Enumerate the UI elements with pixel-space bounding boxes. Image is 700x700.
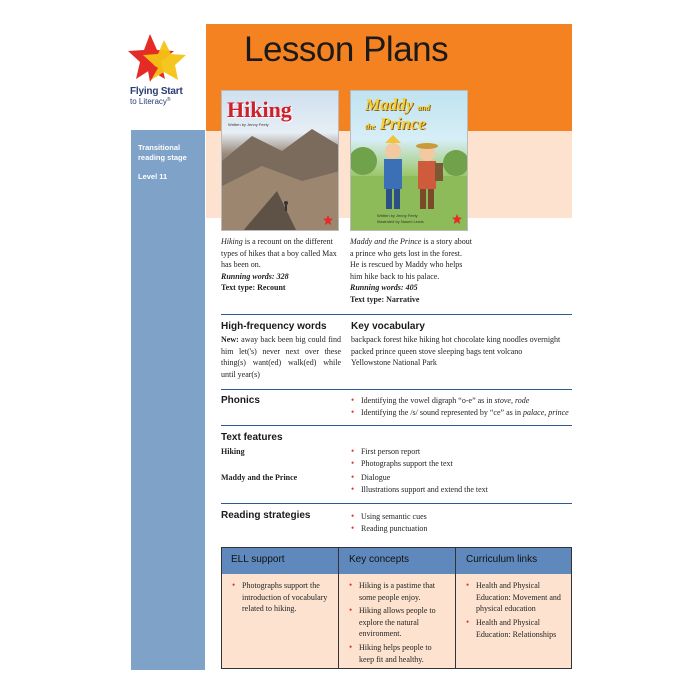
reading-strategy-item: • Using semantic cues bbox=[351, 511, 427, 523]
support-table bbox=[221, 547, 572, 669]
reading-strategy-item: • Reading punctuation bbox=[351, 523, 427, 535]
section-divider bbox=[221, 389, 572, 390]
blurb-maddy: Maddy and the Prince is a story about a prince who gets lost in the forest. He is rescued by Maddy who helps him hike back to his palace. Running words: 405 Text type: Narrative bbox=[350, 237, 472, 304]
text-feature-item: • Dialogue bbox=[351, 472, 390, 484]
table-header-curriculum: Curriculum links bbox=[456, 547, 572, 574]
book-cover-maddy-and-the-prince bbox=[350, 90, 468, 231]
logo-line1: Flying Start bbox=[130, 86, 183, 97]
table-cell-curriculum bbox=[456, 574, 572, 669]
cover-title-maddy: Maddy and the Prince bbox=[365, 95, 430, 133]
table-header-concepts: Key concepts bbox=[339, 547, 456, 574]
table-cell-ell bbox=[221, 574, 339, 669]
cover-title-hiking: Hiking bbox=[227, 97, 292, 122]
reading-strategies-heading: Reading strategies bbox=[221, 510, 311, 521]
table-cell-concepts bbox=[339, 574, 456, 669]
phonics-item: • Identifying the /s/ sound represented by “ce” as in palace, prince bbox=[351, 407, 586, 419]
sidebar bbox=[131, 130, 205, 670]
publisher-star-icon bbox=[323, 215, 333, 225]
section-divider bbox=[221, 503, 572, 504]
concept-item: • Hiking helps people to keep fit and healthy. bbox=[349, 642, 447, 665]
level-label: Level 11 bbox=[138, 172, 168, 181]
cover-byline-author: Written by Jenny Feely bbox=[377, 213, 418, 218]
cover-byline-illustrator: Illustrated by Naomi Lewis bbox=[377, 219, 424, 224]
concept-item: • Hiking is a pastime that some people enjoy. bbox=[349, 580, 447, 603]
text-feature-item: • Photographs support the text bbox=[351, 458, 453, 470]
text-features-book1: Hiking bbox=[221, 447, 245, 456]
logo-line2: to Literacy® bbox=[130, 97, 171, 106]
key-vocab-heading: Key vocabulary bbox=[351, 321, 425, 332]
curriculum-item: • Health and Physical Education: Movement and physical education bbox=[466, 580, 572, 615]
text-feature-item: • Illustrations support and extend the text bbox=[351, 484, 488, 496]
hf-words-list: New: away back been big could find him let('s) never next over these thing(s) want(ed) walk(ed) while until year(s) bbox=[221, 335, 341, 379]
phonics-item: • Identifying the vowel digraph “o-e” as in stove, rode bbox=[351, 395, 581, 407]
key-vocab-list: backpack forest hike hiking hot chocolate king noodles overnight packed prince queen stove sleeping bags tent volcano Yellowstone National Park bbox=[351, 335, 561, 367]
phonics-heading: Phonics bbox=[221, 395, 260, 406]
table-header-ell: ELL support bbox=[221, 547, 339, 574]
blurb-hiking: Hiking is a recount on the different types of hikes that a boy called Max has been on. Running words: 328 Text type: Recount bbox=[221, 237, 337, 292]
book-cover-hiking bbox=[221, 90, 339, 231]
text-features-book2: Maddy and the Prince bbox=[221, 473, 298, 482]
text-feature-item: • First person report bbox=[351, 446, 420, 458]
reading-stage-label: Transitional reading stage bbox=[138, 143, 187, 162]
section-divider bbox=[221, 425, 572, 426]
curriculum-item: • Health and Physical Education: Relationships bbox=[466, 617, 572, 640]
ell-item: • Photographs support the introduction of vocabulary related to hiking. bbox=[232, 580, 332, 615]
text-features-heading: Text features bbox=[221, 432, 283, 443]
cover-byline: Written by Jenny Feely bbox=[228, 122, 269, 127]
hf-words-heading: High-frequency words bbox=[221, 321, 327, 332]
concept-item: • Hiking allows people to explore the natural environment. bbox=[349, 605, 447, 640]
publisher-star-icon bbox=[452, 214, 462, 224]
page-title: Lesson Plans bbox=[244, 30, 449, 69]
section-divider bbox=[221, 314, 572, 315]
